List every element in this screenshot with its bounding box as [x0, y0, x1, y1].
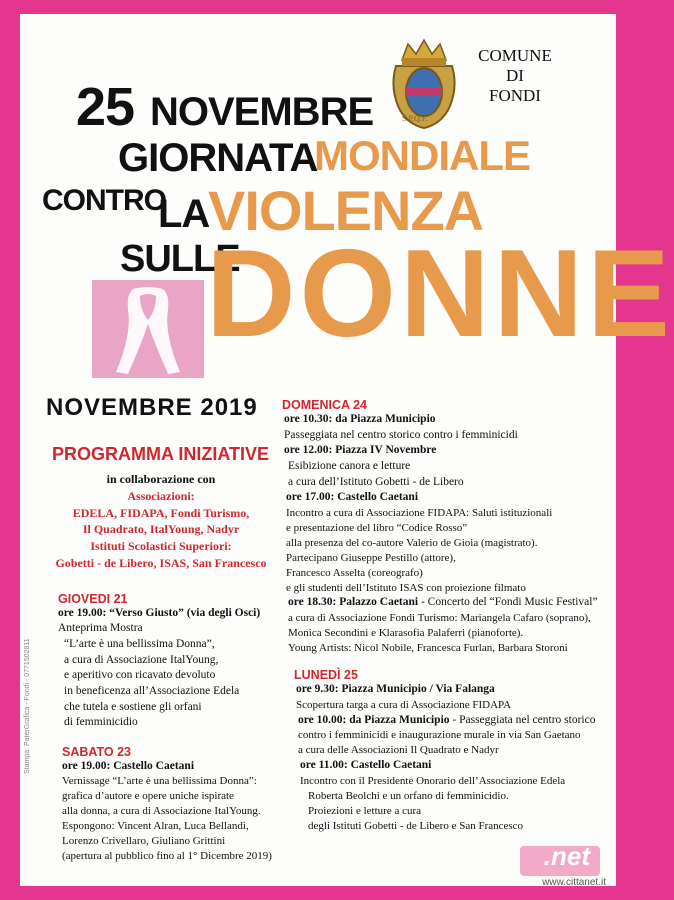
event-time: ore 12.00: Piazza IV Novembre	[284, 444, 437, 457]
giovedi-line: che tutela e sostiene gli orfani	[64, 700, 202, 713]
assoc-line1: EDELA, FIDAPA, Fondi Turismo,	[72, 505, 250, 520]
giovedi-line: e aperitivo con ricavato devoluto	[64, 669, 216, 682]
event-line: Partecipano Giuseppe Pestillo (attore),	[286, 551, 456, 564]
event-time: ore 10.30: da Piazza Municipio	[284, 413, 436, 425]
comune-line1: COMUNE	[478, 46, 552, 65]
headline-contro: CONTRO	[42, 184, 166, 217]
poster-sheet	[20, 14, 674, 888]
giovedi-line: a cura di Associazione ItalYoung,	[64, 653, 219, 666]
event-line: e gli studenti dell’Istituto ISAS con proiezione filmato	[286, 581, 526, 594]
event-time: ore 17.00: Castello Caetani	[286, 491, 419, 504]
right-column	[278, 398, 614, 834]
ribbon-panel	[92, 280, 204, 378]
event-line: Francesco Asselta (coreografo)	[286, 566, 423, 579]
awareness-ribbon-icon	[92, 280, 204, 378]
event-line: Incontro con il Presidente Onorario dell’Associazione Edela	[300, 774, 566, 787]
collab-intro: in collaborazione con	[106, 472, 216, 486]
event-line: degli Istituti Gobetti - de Libero e San Francesco	[308, 819, 524, 832]
sabato-day: SABATO 23	[62, 744, 132, 759]
event-line: a cura dell’Istituto Gobetti - de Libero	[288, 475, 464, 488]
giovedi-day: GIOVEDI 21	[58, 591, 128, 606]
event-line: Passeggiata nel centro storico contro i femminicidi	[284, 428, 518, 441]
comune-label	[467, 46, 563, 106]
event-line: Esibizione canora e letture	[288, 459, 411, 472]
event-line: Monica Secondini e Klarasofia Palaferri (pianoforte).	[288, 627, 524, 640]
domenica-event	[286, 490, 614, 595]
sabato-line: grafica d’autore e opere uniche ispirate	[62, 790, 234, 803]
comune-line3: FONDI	[489, 86, 541, 106]
event-time: ore 18.30: Palazzo Caetani	[288, 596, 419, 609]
giovedi-line: “L’arte è una bellissima Donna”,	[64, 638, 215, 651]
event-line: Scopertura targa a cura di Associazione FIDAPA	[296, 698, 512, 711]
lunedi-day: LUNEDÌ 25	[294, 667, 358, 682]
headline-mondiale: MONDIALE	[314, 132, 530, 179]
event-time: ore 9.30: Piazza Municipio / Via Falanga	[296, 682, 495, 695]
event-line: a cura delle Associazioni Il Quadrato e Nadyr	[298, 744, 499, 757]
assoc-label: Associazioni:	[127, 488, 195, 503]
event-line: contro i femminicidi e inaugurazione murale in via San Gaetano	[298, 729, 581, 742]
domenica-event	[284, 443, 614, 490]
assoc-line2: Il Quadrato, ItalYoung, Nadyr	[82, 522, 240, 537]
sabato-line: (apertura al pubblico fino al 1° Dicembre 2019)	[62, 850, 272, 863]
event-line: Roberta Beolchi e un orfano di femminicidio.	[308, 789, 509, 802]
giovedi-block	[58, 592, 286, 731]
sabato-line: alla donna, a cura di Associazione ItalYoung.	[62, 805, 261, 818]
event-line: Incontro a cura di Associazione FIDAPA: Saluti istituzionali	[286, 506, 553, 519]
headline-month: NOVEMBRE	[150, 90, 374, 134]
lunedi-event	[300, 758, 614, 833]
giovedi-line: Anteprima Mostra	[58, 622, 143, 635]
headline-day-number: 25	[76, 77, 135, 137]
event-line: a cura di Associazione Fondi Turismo: Mariangela Cafaro (soprano),	[288, 612, 591, 625]
domenica-day: DOMENICA 24	[282, 398, 367, 412]
sabato-line: Vernissage “L’arte è una bellissima Donna”:	[62, 775, 257, 788]
event-time: ore 11.00: Castello Caetani	[300, 759, 432, 772]
event-line: Proiezioni e letture a cura	[308, 804, 422, 817]
istituti-label: Istituti Scolastici Superiori:	[90, 539, 232, 554]
giovedi-time: ore 19.00: “Verso Giusto” (via degli Osci)	[58, 606, 261, 619]
giovedi-line: in beneficenza all’Associazione Edela	[64, 684, 240, 697]
sabato-line: Espongono: Vincent Alran, Luca Bellandi,	[62, 820, 249, 833]
sabato-line: Lorenzo Crivellaro, Giuliano Grittini	[62, 835, 226, 848]
headline-giornata: GIORNATA	[118, 136, 318, 180]
event-time-line	[288, 595, 614, 611]
istituti-line: Gobetti - de Libero, ISAS, San Francesco	[55, 555, 267, 570]
month-year-heading: NOVEMBRE 2019	[46, 394, 258, 421]
cittanet-logo: .net	[543, 841, 590, 871]
cittanet-url[interactable]: www.cittanet.it	[542, 877, 606, 888]
program-title: PROGRAMMA INIZIATIVE	[52, 444, 269, 464]
headline-sulle: SULLE	[120, 238, 240, 280]
event-line: e presentazione del libro “Codice Rosso”	[286, 521, 468, 534]
domenica-event	[284, 412, 614, 443]
domenica-event	[288, 595, 614, 655]
comune-line2: DI	[506, 66, 524, 86]
event-time-line	[298, 713, 614, 729]
collaboration-block	[36, 471, 286, 572]
event-line: Young Artists: Nicol Nobile, Francesca Furlan, Barbara Storoni	[288, 642, 568, 654]
headline-donne: DONNE	[206, 225, 674, 363]
headline-violenza: VIOLENZA	[208, 179, 484, 242]
event-time: ore 10.00: da Piazza Municipio	[298, 713, 450, 726]
left-column	[36, 394, 286, 864]
print-credit: Stampa: PaterGrafica - Fondi - 0771502811	[24, 638, 31, 774]
lunedi-event	[298, 713, 614, 759]
sabato-time: ore 19.00: Castello Caetani	[62, 759, 195, 772]
event-time-rest: - Passeggiata nel centro storico	[449, 713, 596, 726]
lunedi-event	[296, 682, 614, 713]
crest-motto: S.P.Q.F.	[402, 114, 428, 123]
event-time-rest: - Concerto del “Fondi Music Festival”	[418, 596, 598, 609]
giovedi-line: di femminicidio	[64, 716, 138, 729]
event-line: alla presenza del co-autore Valerio de Gioia (magistrato).	[286, 536, 538, 549]
sabato-block	[62, 745, 286, 864]
headline-la: LA	[158, 192, 210, 236]
